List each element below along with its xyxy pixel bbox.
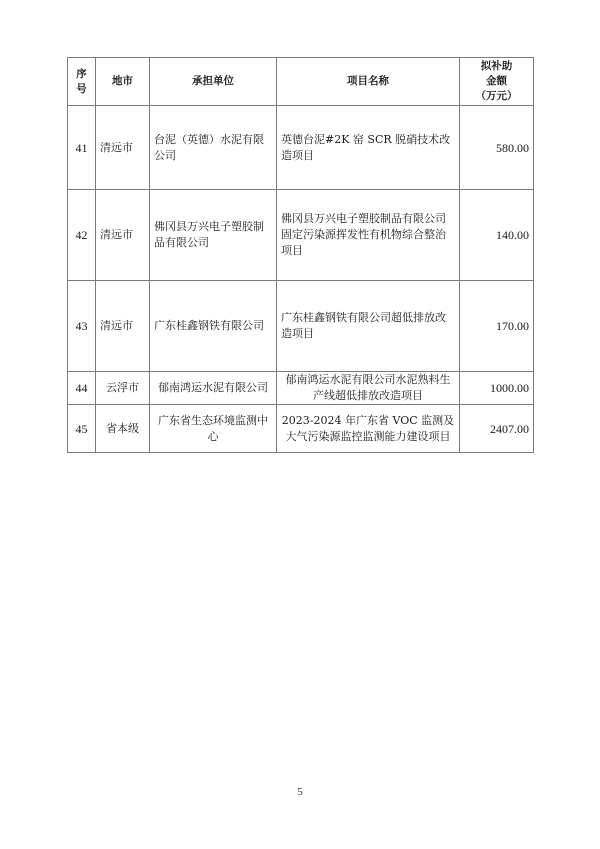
- header-amount-line: 金额: [486, 75, 507, 87]
- cell-city: 清远市: [96, 190, 150, 281]
- subsidy-project-table: [67, 57, 534, 453]
- cell-city: 清远市: [96, 281, 150, 372]
- cell-amount: 1000.00: [460, 372, 534, 405]
- header-no-line: 序: [76, 67, 87, 80]
- table-header-row: [68, 58, 534, 106]
- table-row: [68, 372, 534, 405]
- cell-amount: 580.00: [460, 106, 534, 190]
- cell-unit: 郁南鸿运水泥有限公司: [150, 372, 277, 405]
- header-no-line: 号: [76, 82, 87, 95]
- cell-amount: 2407.00: [460, 405, 534, 453]
- cell-no: 45: [68, 405, 96, 453]
- cell-project: 郁南鸿运水泥有限公司水泥熟料生产线超低排放改造项目: [277, 372, 460, 405]
- cell-amount: 170.00: [460, 281, 534, 372]
- cell-unit: 广东桂鑫钢铁有限公司: [150, 281, 277, 372]
- table-row: [68, 405, 534, 453]
- cell-unit: 广东省生态环境监测中心: [150, 405, 277, 453]
- header-amount-line: 拟补助: [480, 60, 513, 72]
- table-row: [68, 281, 534, 372]
- table-row: [68, 190, 534, 281]
- cell-no: 42: [68, 190, 96, 281]
- header-city: 地市: [96, 58, 150, 106]
- table-row: [68, 106, 534, 190]
- cell-city: 省本级: [96, 405, 150, 453]
- header-amount: [460, 58, 534, 106]
- cell-project: 广东桂鑫钢铁有限公司超低排放改造项目: [277, 281, 460, 372]
- cell-no: 44: [68, 372, 96, 405]
- cell-no: 43: [68, 281, 96, 372]
- cell-unit: 佛冈县万兴电子塑胶制品有限公司: [150, 190, 277, 281]
- cell-amount: 140.00: [460, 190, 534, 281]
- cell-city: 清远市: [96, 106, 150, 190]
- header-no: [68, 58, 96, 106]
- cell-unit: 台泥（英德）水泥有限公司: [150, 106, 277, 190]
- page-number: 5: [297, 786, 303, 798]
- cell-project: 英德台泥#2K 窑 SCR 脱硝技术改造项目: [277, 106, 460, 190]
- cell-city: 云浮市: [96, 372, 150, 405]
- cell-no: 41: [68, 106, 96, 190]
- cell-project: 2023-2024 年广东省 VOC 监测及大气污染源监控监测能力建设项目: [277, 405, 460, 453]
- header-unit: 承担单位: [150, 58, 277, 106]
- cell-project: 佛冈县万兴电子塑胶制品有限公司固定污染源挥发性有机物综合整治项目: [277, 190, 460, 281]
- header-project: 项目名称: [277, 58, 460, 106]
- header-amount-line: （万元）: [475, 90, 518, 102]
